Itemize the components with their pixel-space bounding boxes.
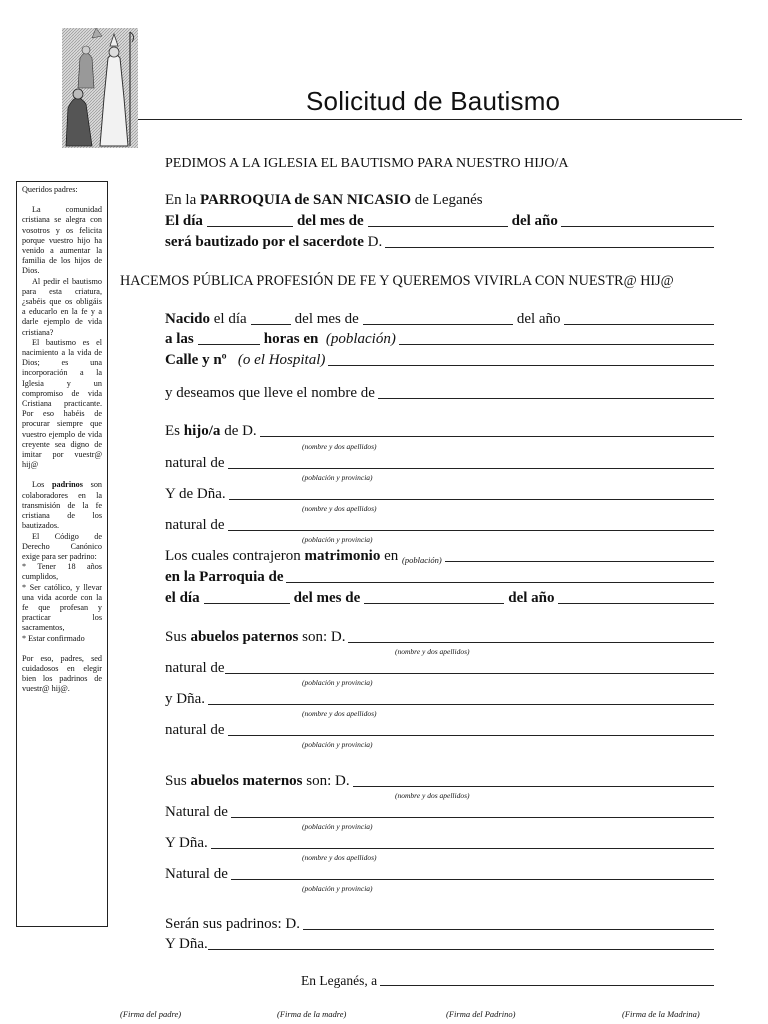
child-name-field[interactable]	[378, 397, 714, 399]
field-hint: (nombre y dos apellidos)	[302, 442, 377, 451]
signature-father: (Firma del padre)	[120, 1009, 182, 1019]
field-hint: (población y provincia)	[302, 740, 373, 749]
baptism-month-field[interactable]	[368, 225, 508, 227]
father-origin-field[interactable]	[228, 467, 714, 469]
field-hint: (nombre y dos apellidos)	[302, 709, 377, 718]
title-divider	[138, 119, 742, 120]
birth-hour-field[interactable]	[198, 343, 260, 345]
marriage-parish-line: en la Parroquia de	[165, 569, 714, 586]
priest-line: será bautizado por el sacerdote D.	[165, 234, 714, 251]
father-origin-line: natural de	[165, 455, 714, 472]
field-hint: (población y provincia)	[302, 678, 373, 687]
sidebar-paragraph: Los padrinos son colaboradores en la transmisión de la fe cristiana de los bautizados.	[22, 480, 103, 531]
marriage-month-field[interactable]	[364, 602, 504, 604]
sidebar-paragraph: El bautismo es el nacimiento a la vida de Dios; es una incorporación a la Iglesia y un compromiso de vida Cristiana practicante. Por eso habéis de procurar siempre que vuestro ejemplo de vida creyente sea digno de imitar por vuestr@ hij@	[22, 337, 102, 470]
birth-street-field[interactable]	[328, 364, 714, 366]
birth-town-field[interactable]	[399, 343, 714, 345]
faith-heading: HACEMOS PÚBLICA PROFESIÓN DE FE Y QUEREMOS VIVIRLA CON NUESTR@ HIJ@	[120, 273, 674, 289]
marriage-town-field[interactable]	[445, 560, 714, 562]
sidebar-requirement: * Estar confirmado	[22, 633, 85, 643]
sidebar-paragraph: Por eso, padres, sed cuidadosos en elegir bien los padrinos de vuestr@ hij@.	[22, 653, 102, 694]
birth-month-field[interactable]	[363, 323, 513, 325]
sidebar-requirement: * Ser católico, y llevar una vida acorde con la fe que profesan y practicar los sacramentos,	[22, 582, 102, 633]
field-hint: (nombre y dos apellidos)	[395, 791, 470, 800]
paternal-grandmother-origin-field[interactable]	[228, 734, 714, 736]
parents-info-sidebar	[16, 181, 108, 927]
child-name-line: y deseamos que lleve el nombre de	[165, 385, 714, 402]
paternal-grandfather-origin-line: natural de	[165, 660, 714, 677]
maternal-grandmother-origin-field[interactable]	[231, 878, 714, 880]
signature-godfather: (Firma del Padrino)	[446, 1009, 516, 1019]
marriage-line: Los cuales contrajeron matrimonio en (población)	[165, 548, 714, 565]
birth-place-line: a las horas en (población)	[165, 331, 714, 348]
maternal-grandmother-origin-line: Natural de	[165, 866, 714, 883]
birth-day-field[interactable]	[251, 323, 291, 325]
priest-name-field[interactable]	[385, 246, 714, 248]
sidebar-requirement: * Tener 18 años cumplidos,	[22, 562, 102, 582]
maternal-grandmother-line: Y Dña.	[165, 835, 714, 852]
father-name-field[interactable]	[260, 435, 714, 437]
baptism-year-field[interactable]	[561, 225, 714, 227]
paternal-grandmother-origin-line: natural de	[165, 722, 714, 739]
marriage-day-field[interactable]	[204, 602, 290, 604]
sidebar-paragraph: La comunidad cristiana se alegra con vosotros y os felicita porque vuestro hijo ha venido a aumentar la familia de los hijos de Dios.	[22, 205, 102, 276]
date-field[interactable]	[380, 984, 714, 986]
parish-line: En la PARROQUIA de SAN NICASIO de Leganés	[165, 192, 483, 208]
marriage-date-line: el día del mes de del año	[165, 590, 714, 607]
field-hint: (población y provincia)	[302, 473, 373, 482]
signature-godmother: (Firma de la Madrina)	[622, 1009, 700, 1019]
marriage-year-field[interactable]	[558, 602, 714, 604]
baptism-engraving-image	[62, 28, 138, 148]
paternal-grandmother-line: y Dña.	[165, 691, 714, 708]
maternal-grandfather-origin-line: Natural de	[165, 804, 714, 821]
birth-street-line: Calle y nº (o el Hospital)	[165, 352, 714, 369]
field-hint: (población y provincia)	[302, 884, 373, 893]
maternal-grandfather-field[interactable]	[353, 785, 714, 787]
field-hint: (población y provincia)	[302, 822, 373, 831]
signature-mother: (Firma de la madre)	[277, 1009, 347, 1019]
field-hint: (población y provincia)	[302, 535, 373, 544]
paternal-grandfather-field[interactable]	[348, 641, 714, 643]
father-line: Es hijo/a de D.	[165, 423, 714, 440]
maternal-grandfather-line: Sus abuelos maternos son: D.	[165, 773, 714, 790]
paternal-grandfather-line: Sus abuelos paternos son: D.	[165, 629, 714, 646]
mother-line: Y de Dña.	[165, 486, 714, 503]
maternal-grandfather-origin-field[interactable]	[231, 816, 714, 818]
sidebar-paragraph: El Código de Derecho Canónico exige para ser padrino:	[22, 531, 102, 561]
mother-origin-field[interactable]	[228, 529, 714, 531]
paternal-grandmother-field[interactable]	[208, 703, 714, 705]
baptism-date-line: El día del mes de del año	[165, 213, 714, 230]
mother-origin-line: natural de	[165, 517, 714, 534]
form-title: Solicitud de Bautismo	[306, 86, 561, 116]
godmother-line: Y Dña.	[165, 936, 714, 953]
marriage-parish-field[interactable]	[286, 581, 714, 583]
request-heading: PEDIMOS A LA IGLESIA EL BAUTISMO PARA NUESTRO HIJO/A	[165, 156, 569, 171]
mother-name-field[interactable]	[229, 498, 714, 500]
baptism-day-field[interactable]	[207, 225, 293, 227]
sidebar-greeting: Queridos padres:	[22, 185, 78, 194]
sidebar-paragraph: Al pedir el bautismo para esta criatura, ¿sabéis que os obligáis a educarlo en la fe y a darle ejemplo de vida cristiana?	[22, 276, 102, 337]
field-hint: (nombre y dos apellidos)	[395, 647, 470, 656]
godfather-line: Serán sus padrinos: D.	[165, 916, 714, 933]
birth-year-field[interactable]	[564, 323, 714, 325]
place-date-line: En Leganés, a	[301, 973, 714, 989]
parish-name: PARROQUIA de SAN NICASIO	[200, 192, 411, 208]
maternal-grandmother-field[interactable]	[211, 847, 714, 849]
godmother-field[interactable]	[208, 948, 714, 950]
field-hint: (nombre y dos apellidos)	[302, 853, 377, 862]
birth-date-line: Nacido el día del mes de del año	[165, 311, 714, 328]
godfather-field[interactable]	[303, 928, 714, 930]
paternal-grandfather-origin-field[interactable]	[225, 672, 714, 674]
field-hint: (nombre y dos apellidos)	[302, 504, 377, 513]
